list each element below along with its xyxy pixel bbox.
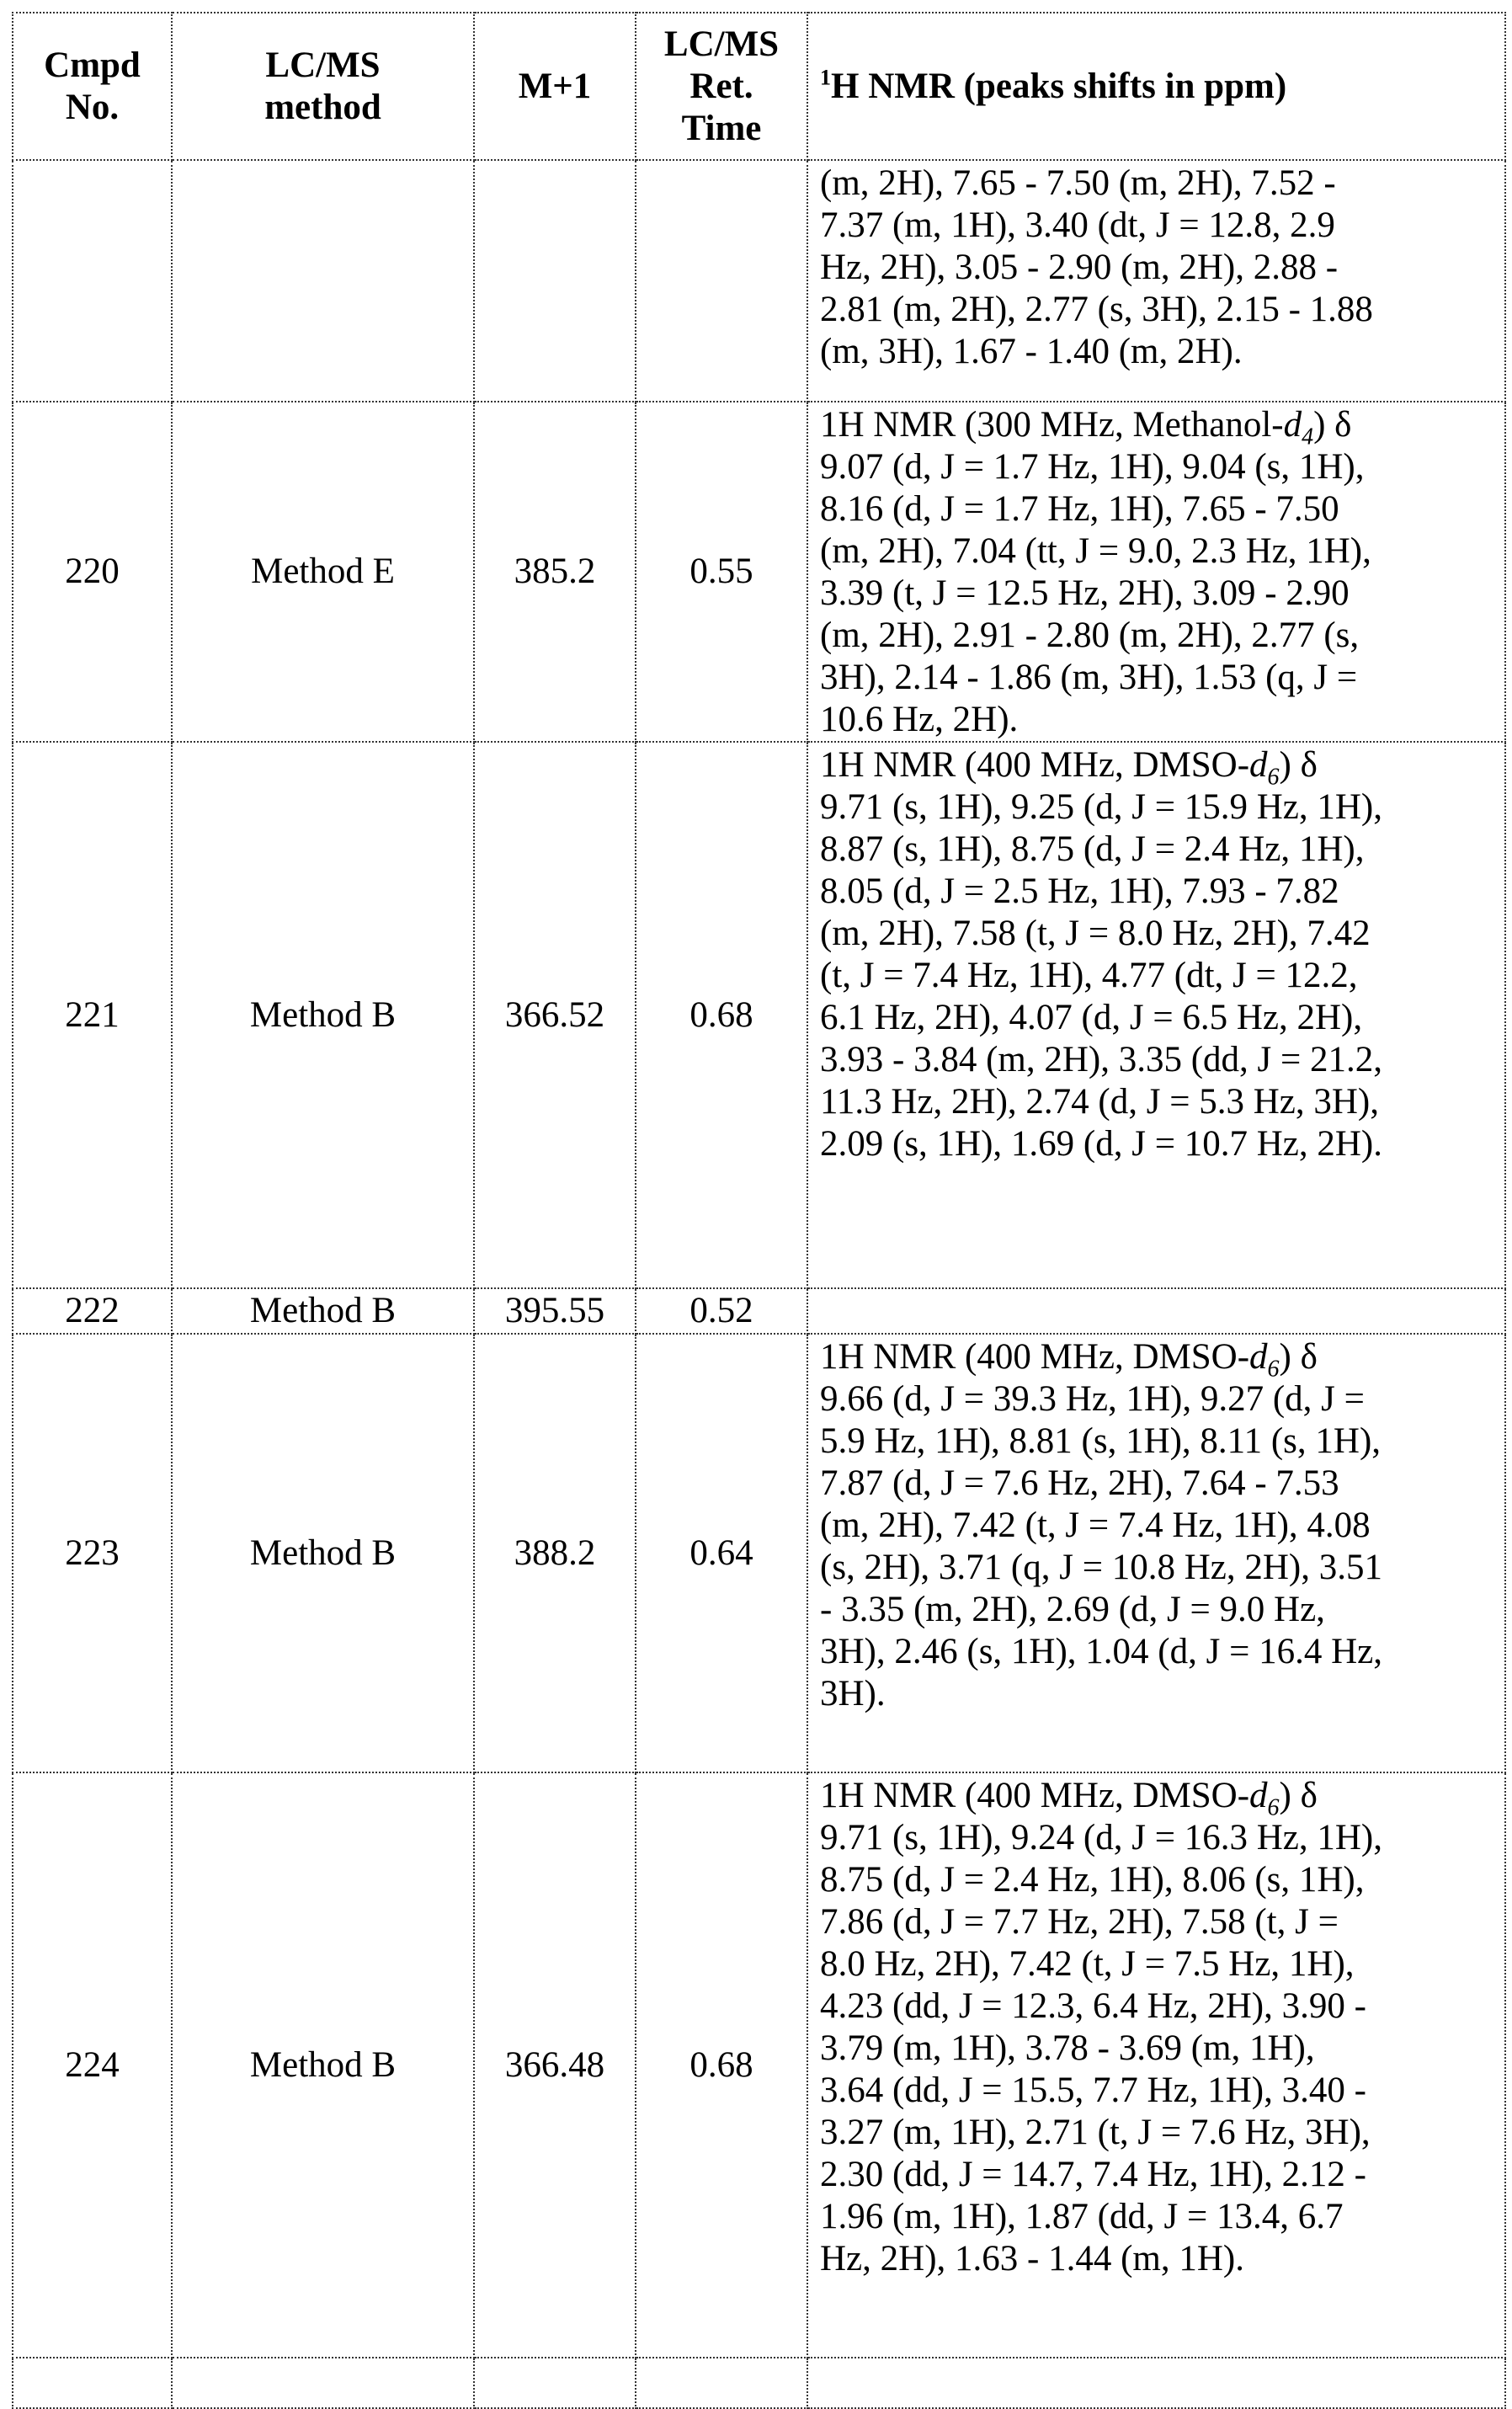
nmr-text-line: (s, 2H), 3.71 (q, J = 10.8 Hz, 2H), 3.51 (820, 1547, 1493, 1589)
cell-cmpd: 221 (13, 742, 172, 1288)
cell-empty (807, 2358, 1505, 2408)
nmr-solvent-suffix: ) δ (1313, 405, 1351, 445)
table-row (13, 1334, 1505, 1772)
nmr-text-line: 11.3 Hz, 2H), 2.74 (d, J = 5.3 Hz, 3H), (820, 1081, 1493, 1123)
nmr-text-line: 9.71 (s, 1H), 9.25 (d, J = 15.9 Hz, 1H), (820, 786, 1493, 829)
nmr-text-line: (t, J = 7.4 Hz, 1H), 4.77 (dt, J = 12.2, (820, 955, 1493, 997)
nmr-text-line: 3.27 (m, 1H), 2.71 (t, J = 7.6 Hz, 3H), (820, 2112, 1493, 2154)
nmr-text-line: 3.93 - 3.84 (m, 2H), 3.35 (dd, J = 21.2, (820, 1039, 1493, 1081)
nmr-text-line: 1.96 (m, 1H), 1.87 (dd, J = 13.4, 6.7 (820, 2196, 1493, 2238)
nmr-text-line: 7.87 (d, J = 7.6 Hz, 2H), 7.64 - 7.53 (820, 1463, 1493, 1505)
nmr-text-line: 8.87 (s, 1H), 8.75 (d, J = 2.4 Hz, 1H), (820, 829, 1493, 871)
table-row (13, 1288, 1505, 1334)
header-method: LC/MS method (172, 13, 474, 160)
nmr-solvent-italic: d (1284, 405, 1302, 445)
nmr-text-line: 3.64 (dd, J = 15.5, 7.7 Hz, 1H), 3.40 - (820, 2070, 1493, 2112)
nmr-solvent-suffix: ) δ (1280, 1337, 1318, 1377)
table-row (13, 160, 1505, 402)
cell-mass: 366.52 (474, 742, 636, 1288)
nmr-text-line: 9.71 (s, 1H), 9.24 (d, J = 16.3 Hz, 1H), (820, 1817, 1493, 1859)
nmr-text-line: Hz, 2H), 3.05 - 2.90 (m, 2H), 2.88 - (820, 247, 1493, 289)
cell-mass: 395.55 (474, 1288, 636, 1334)
compound-data-table (12, 12, 1506, 2409)
nmr-text-line: 2.30 (dd, J = 14.7, 7.4 Hz, 1H), 2.12 - (820, 2154, 1493, 2196)
cell-rt: 0.52 (636, 1288, 807, 1334)
nmr-solvent-sub: 6 (1268, 1795, 1280, 1821)
nmr-solvent-prefix: 1H NMR (400 MHz, DMSO- (820, 745, 1249, 785)
cell-nmr (807, 1288, 1505, 1334)
nmr-solvent-deuterium (1249, 745, 1280, 785)
nmr-text-line: 7.37 (m, 1H), 3.40 (dt, J = 12.8, 2.9 (820, 205, 1493, 247)
nmr-text-line: (m, 2H), 7.65 - 7.50 (m, 2H), 7.52 - (820, 163, 1493, 205)
cell-method (172, 160, 474, 402)
cell-rt: 0.68 (636, 742, 807, 1288)
nmr-solvent-deuterium (1249, 1776, 1280, 1815)
cell-nmr (807, 1334, 1505, 1772)
nmr-text-line: 3.79 (m, 1H), 3.78 - 3.69 (m, 1H), (820, 2028, 1493, 2070)
nmr-solvent-line (820, 404, 1493, 446)
cell-nmr (807, 402, 1505, 742)
nmr-text-line: 3.39 (t, J = 12.5 Hz, 2H), 3.09 - 2.90 (820, 573, 1493, 615)
nmr-text-line: 8.0 Hz, 2H), 7.42 (t, J = 7.5 Hz, 1H), (820, 1943, 1493, 1985)
table-row (13, 1772, 1505, 2358)
nmr-text-line: (m, 2H), 7.58 (t, J = 8.0 Hz, 2H), 7.42 (820, 913, 1493, 955)
cell-mass: 385.2 (474, 402, 636, 742)
header-cmpd: Cmpd No. (13, 13, 172, 160)
cell-method: Method B (172, 742, 474, 1288)
cell-method: Method B (172, 1772, 474, 2358)
nmr-text-line: 3H). (820, 1673, 1493, 1715)
nmr-text-line: 8.05 (d, J = 2.5 Hz, 1H), 7.93 - 7.82 (820, 871, 1493, 913)
table-row (13, 742, 1505, 1288)
nmr-text-line: 9.07 (d, J = 1.7 Hz, 1H), 9.04 (s, 1H), (820, 446, 1493, 488)
nmr-solvent-sub: 4 (1302, 424, 1313, 450)
nmr-solvent-line (820, 1336, 1493, 1378)
nmr-text-line: (m, 2H), 7.42 (t, J = 7.4 Hz, 1H), 4.08 (820, 1505, 1493, 1547)
nmr-text-line: (m, 3H), 1.67 - 1.40 (m, 2H). (820, 331, 1493, 373)
nmr-text-line: 7.86 (d, J = 7.7 Hz, 2H), 7.58 (t, J = (820, 1901, 1493, 1943)
nmr-text-line: 3H), 2.46 (s, 1H), 1.04 (d, J = 16.4 Hz, (820, 1631, 1493, 1673)
nmr-text-line: 4.23 (dd, J = 12.3, 6.4 Hz, 2H), 3.90 - (820, 1985, 1493, 2028)
header-nmr-text: H NMR (peaks shifts in ppm) (831, 67, 1286, 106)
nmr-solvent-suffix: ) δ (1280, 745, 1318, 785)
cell-nmr (807, 1772, 1505, 2358)
cell-empty (474, 2358, 636, 2408)
nmr-solvent-prefix: 1H NMR (400 MHz, DMSO- (820, 1337, 1249, 1377)
table-row (13, 402, 1505, 742)
nmr-text-line: 8.75 (d, J = 2.4 Hz, 1H), 8.06 (s, 1H), (820, 1859, 1493, 1901)
nmr-solvent-prefix: 1H NMR (300 MHz, Methanol- (820, 405, 1284, 445)
nmr-text-line: 9.66 (d, J = 39.3 Hz, 1H), 9.27 (d, J = (820, 1378, 1493, 1420)
cell-mass: 366.48 (474, 1772, 636, 2358)
nmr-text-line: (m, 2H), 7.04 (tt, J = 9.0, 2.3 Hz, 1H), (820, 530, 1493, 573)
nmr-text-line: 2.09 (s, 1H), 1.69 (d, J = 10.7 Hz, 2H). (820, 1123, 1493, 1165)
header-nmr (807, 13, 1505, 160)
nmr-text-line: (m, 2H), 2.91 - 2.80 (m, 2H), 2.77 (s, (820, 615, 1493, 657)
header-row (13, 13, 1505, 160)
cell-rt: 0.55 (636, 402, 807, 742)
nmr-text-line: 10.6 Hz, 2H). (820, 699, 1493, 741)
nmr-text-line: 6.1 Hz, 2H), 4.07 (d, J = 6.5 Hz, 2H), (820, 997, 1493, 1039)
cell-empty (13, 2358, 172, 2408)
nmr-text-line: - 3.35 (m, 2H), 2.69 (d, J = 9.0 Hz, (820, 1589, 1493, 1631)
nmr-solvent-line (820, 1775, 1493, 1817)
nmr-solvent-sub: 6 (1268, 1356, 1280, 1383)
cell-rt (636, 160, 807, 402)
header-mass: M+1 (474, 13, 636, 160)
nmr-solvent-deuterium (1249, 1337, 1280, 1377)
cell-cmpd: 222 (13, 1288, 172, 1334)
header-rt: LC/MS Ret. Time (636, 13, 807, 160)
cell-cmpd: 224 (13, 1772, 172, 2358)
cell-method: Method B (172, 1288, 474, 1334)
table-row-partial (13, 2358, 1505, 2408)
nmr-text-line: 5.9 Hz, 1H), 8.81 (s, 1H), 8.11 (s, 1H), (820, 1420, 1493, 1463)
cell-nmr (807, 160, 1505, 402)
cell-rt: 0.64 (636, 1334, 807, 1772)
nmr-solvent-sub: 6 (1268, 765, 1280, 791)
header-nmr-sup: 1 (820, 65, 831, 89)
cell-empty (172, 2358, 474, 2408)
cell-cmpd: 220 (13, 402, 172, 742)
nmr-text-line: 3H), 2.14 - 1.86 (m, 3H), 1.53 (q, J = (820, 657, 1493, 699)
nmr-solvent-deuterium (1284, 405, 1314, 445)
cell-method: Method E (172, 402, 474, 742)
nmr-solvent-italic: d (1249, 745, 1268, 785)
cell-rt: 0.68 (636, 1772, 807, 2358)
nmr-solvent-suffix: ) δ (1280, 1776, 1318, 1815)
nmr-text-line: 2.81 (m, 2H), 2.77 (s, 3H), 2.15 - 1.88 (820, 289, 1493, 331)
nmr-text-line: 8.16 (d, J = 1.7 Hz, 1H), 7.65 - 7.50 (820, 488, 1493, 530)
cell-mass: 388.2 (474, 1334, 636, 1772)
cell-nmr (807, 742, 1505, 1288)
nmr-solvent-line (820, 744, 1493, 786)
nmr-solvent-prefix: 1H NMR (400 MHz, DMSO- (820, 1776, 1249, 1815)
cell-mass (474, 160, 636, 402)
cell-cmpd: 223 (13, 1334, 172, 1772)
nmr-text-line: Hz, 2H), 1.63 - 1.44 (m, 1H). (820, 2238, 1493, 2280)
nmr-solvent-italic: d (1249, 1337, 1268, 1377)
cell-empty (636, 2358, 807, 2408)
cell-cmpd (13, 160, 172, 402)
cell-method: Method B (172, 1334, 474, 1772)
nmr-solvent-italic: d (1249, 1776, 1268, 1815)
